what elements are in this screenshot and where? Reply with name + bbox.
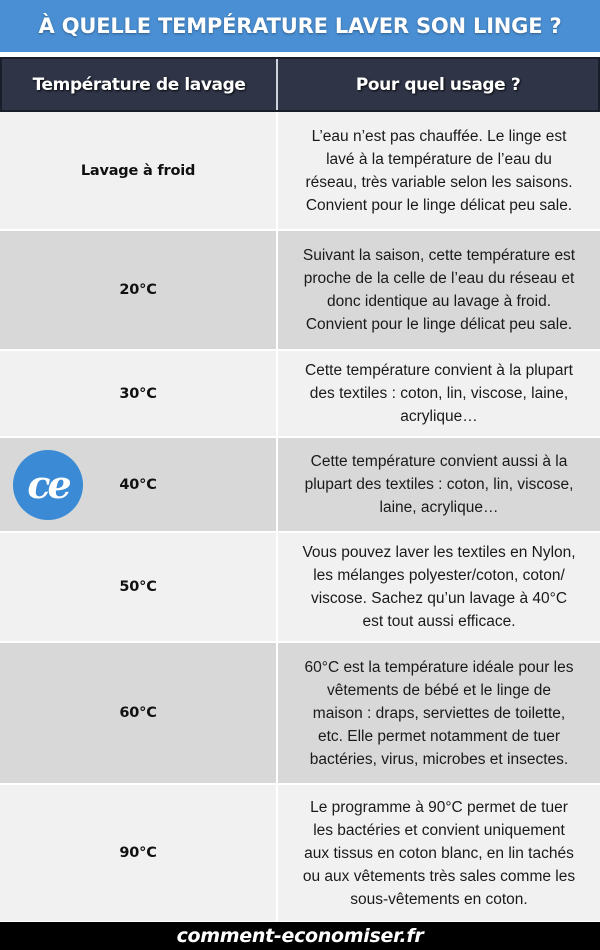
table-row [0,112,600,231]
table-header-row [0,57,600,112]
usage-line: les bactéries et convient uniquement [313,821,565,839]
usage-line: laine, acrylique… [379,499,499,516]
usage-line: etc. Elle permet notamment de tuer [317,727,561,745]
usage-line: Convient pour le linge délicat peu sale. [305,196,573,214]
usage-cell [278,438,600,531]
usage-line: donc identique au lavage à froid. [326,293,552,310]
usage-line: bactéries, virus, microbes et insectes. [309,750,569,768]
usage-cell [278,231,600,349]
usage-line: est tout aussi efficace. [362,613,516,630]
usage-line: proche de la celle de l’eau du réseau et [303,270,575,287]
usage-line: réseau, très variable selon les saisons. [305,173,573,191]
column-header-temperature: Température de lavage [2,59,278,110]
table-row [0,351,600,438]
page-title: À QUELLE TEMPÉRATURE LAVER SON LINGE ? [0,0,600,55]
temperature-cell [0,438,278,531]
temperature-cell: 50°C [0,533,278,641]
usage-line: plupart des textiles : coton, lin, viscose, [304,476,574,493]
temperature-cell: 30°C [0,351,278,436]
usage-cell [278,351,600,436]
table-row [0,438,600,533]
table-row [0,533,600,643]
table-row [0,785,600,921]
temperature-cell: 90°C [0,785,278,921]
usage-line: Cette température convient aussi à la [310,453,568,470]
usage-line: sous-vêtements en coton. [350,890,528,908]
usage-cell [278,785,600,921]
temperature-cell: Lavage à froid [0,112,278,229]
usage-line: aux tissus en coton blanc, en lin tachés [304,844,574,862]
site-footer-watermark: comment-economiser.fr [0,922,600,950]
usage-cell [278,643,600,783]
usage-line: lavé à la température de l’eau du [326,150,552,168]
usage-line: ou aux vêtements très sales comme les [302,867,576,885]
usage-cell [278,533,600,641]
usage-line: maison : draps, serviettes de toilette, [312,704,566,722]
table-row [0,231,600,351]
usage-line: les mélanges polyester/coton, coton/ [313,567,565,584]
table-row [0,643,600,785]
usage-line: 60°C est la température idéale pour les [304,658,574,676]
temperature-cell: 60°C [0,643,278,783]
usage-line: Convient pour le linge délicat peu sale. [305,316,573,333]
temperature-table [0,57,600,921]
usage-line: acrylique… [400,408,478,425]
comment-economiser-logo-icon: ce [13,450,83,520]
usage-cell [278,112,600,229]
usage-line: Cette température convient à la plupart [305,362,573,379]
usage-line: Le programme à 90°C permet de tuer [310,798,568,816]
temperature-value: 40°C [119,476,157,493]
usage-line: viscose. Sachez qu’un lavage à 40°C [310,590,568,607]
temperature-cell: 20°C [0,231,278,349]
usage-line: vêtements de bébé et le linge de [326,681,552,699]
usage-line: des textiles : coton, lin, viscose, laine, [309,385,569,402]
column-header-usage: Pour quel usage ? [355,74,521,95]
usage-line: Vous pouvez laver les textiles en Nylon, [302,544,576,561]
usage-line: Suivant la saison, cette température est [302,247,576,264]
usage-line: L’eau n’est pas chauffée. Le linge est [311,127,567,145]
